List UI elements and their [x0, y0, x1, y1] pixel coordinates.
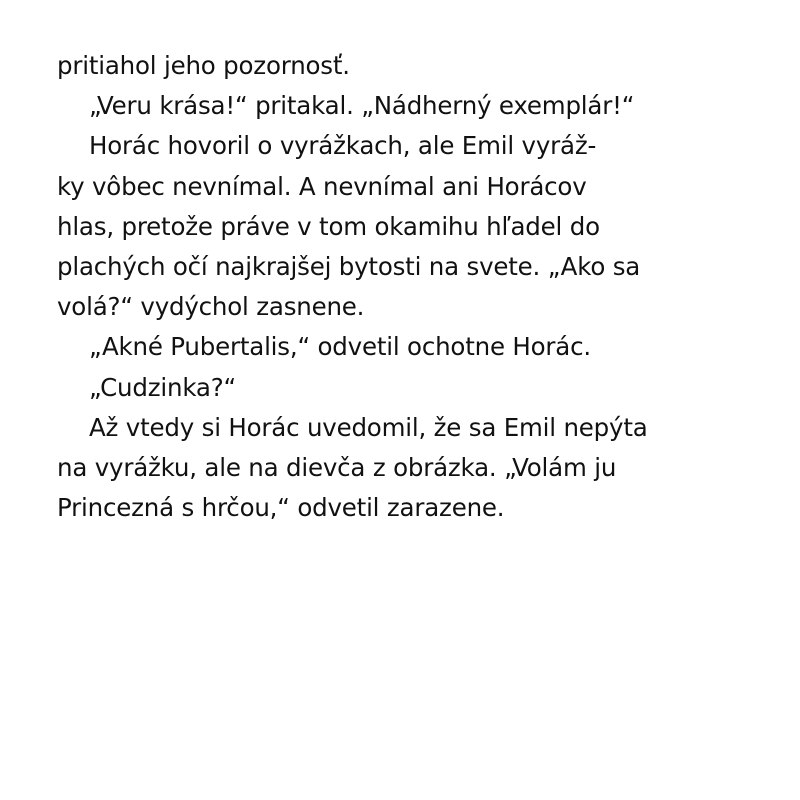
text-line: hlas, pretože práve v tom okamihu hľadel do — [57, 211, 600, 241]
page-text — [57, 46, 757, 528]
text-line: Horác hovoril o vyrážkach, ale Emil vyráž- — [89, 131, 597, 161]
text-line: Až vtedy si Horác uvedomil, že sa Emil nepýta — [89, 412, 648, 442]
text-line: volá?“ vydýchol zasnene. — [57, 292, 365, 322]
text-line: „Akné Pubertalis,“ odvetil ochotne Horác. — [89, 332, 591, 362]
text-line: na vyrážku, ale na dievča z obrázka. „Volám ju — [57, 452, 617, 482]
text-line: „Veru krása!“ pritakal. „Nádherný exemplár!“ — [89, 91, 635, 121]
text-line: ky vôbec nevnímal. A nevnímal ani Horácov — [57, 171, 587, 201]
text-line: „Cudzinka?“ — [89, 372, 237, 402]
text-line: plachých očí najkrajšej bytosti na svete. „Ako sa — [57, 251, 641, 281]
text-line: Princezná s hrčou,“ odvetil zarazene. — [57, 493, 505, 523]
text-line: pritiahol jeho pozornosť. — [57, 51, 350, 80]
